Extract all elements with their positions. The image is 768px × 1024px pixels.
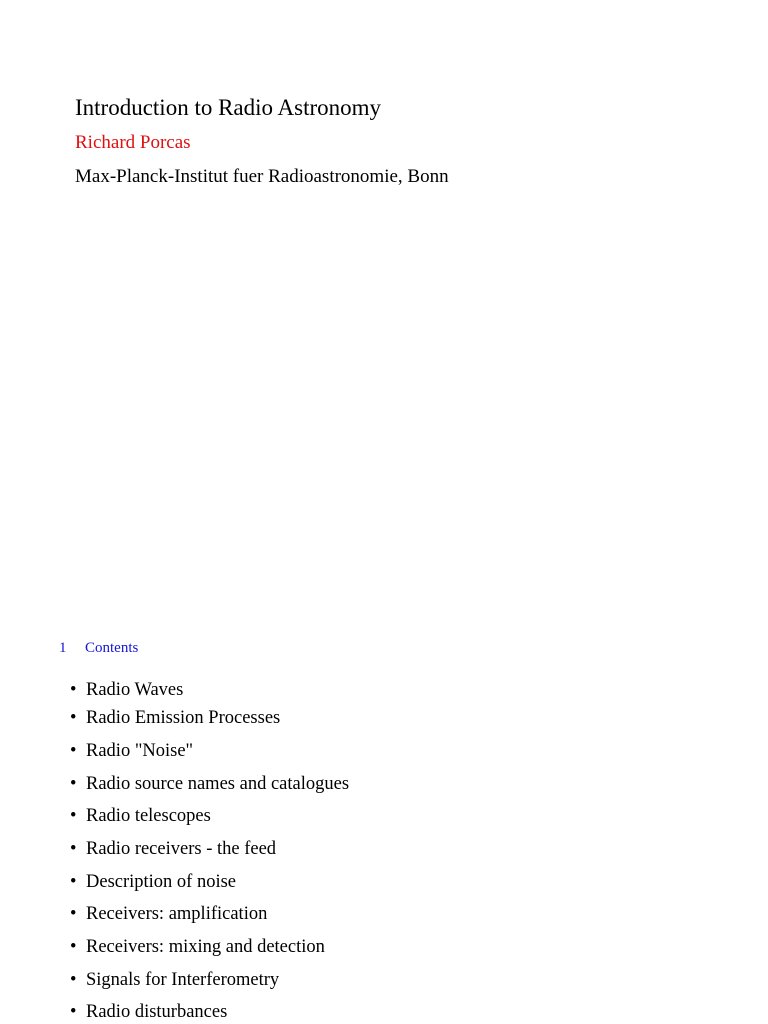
- bullet-icon: •: [70, 970, 77, 990]
- list-item-text: Radio receivers - the feed: [86, 839, 277, 859]
- list-item: [70, 902, 267, 926]
- list-item: [70, 968, 279, 992]
- list-item: [70, 837, 276, 861]
- document-title: Introduction to Radio Astronomy: [75, 95, 382, 120]
- list-item-text: Radio Emission Processes: [86, 708, 281, 728]
- list-item-text: Radio disturbances: [86, 1002, 228, 1022]
- section-title: Contents: [85, 640, 139, 656]
- list-item-text: Description of noise: [86, 872, 237, 892]
- list-item-text: Radio "Noise": [86, 741, 194, 761]
- list-item: [70, 935, 325, 959]
- section-number: 1: [59, 640, 67, 656]
- list-item: [70, 739, 193, 763]
- list-item: [70, 678, 183, 702]
- list-item: [70, 706, 280, 730]
- list-item-text: Receivers: amplification: [86, 904, 268, 924]
- bullet-icon: •: [70, 680, 77, 700]
- list-item: [70, 1000, 227, 1024]
- bullet-icon: •: [70, 806, 77, 826]
- list-item-text: Receivers: mixing and detection: [86, 937, 325, 957]
- list-item-text: Radio Waves: [86, 680, 184, 700]
- bullet-icon: •: [70, 774, 77, 794]
- author-name: Richard Porcas: [75, 132, 191, 153]
- bullet-icon: •: [70, 708, 77, 728]
- list-item: [70, 772, 349, 796]
- list-item-text: Radio telescopes: [86, 806, 211, 826]
- bullet-icon: •: [70, 904, 77, 924]
- bullet-icon: •: [70, 937, 77, 957]
- bullet-icon: •: [70, 872, 77, 892]
- bullet-icon: •: [70, 741, 77, 761]
- list-item-text: Signals for Interferometry: [86, 970, 280, 990]
- list-item: [70, 804, 211, 828]
- bullet-icon: •: [70, 1002, 77, 1022]
- bullet-icon: •: [70, 839, 77, 859]
- list-item: [70, 870, 236, 894]
- section-heading-contents[interactable]: [59, 638, 138, 658]
- list-item-text: Radio source names and catalogues: [86, 774, 350, 794]
- author-affiliation: Max-Planck-Institut fuer Radioastronomie, Bonn: [75, 166, 449, 187]
